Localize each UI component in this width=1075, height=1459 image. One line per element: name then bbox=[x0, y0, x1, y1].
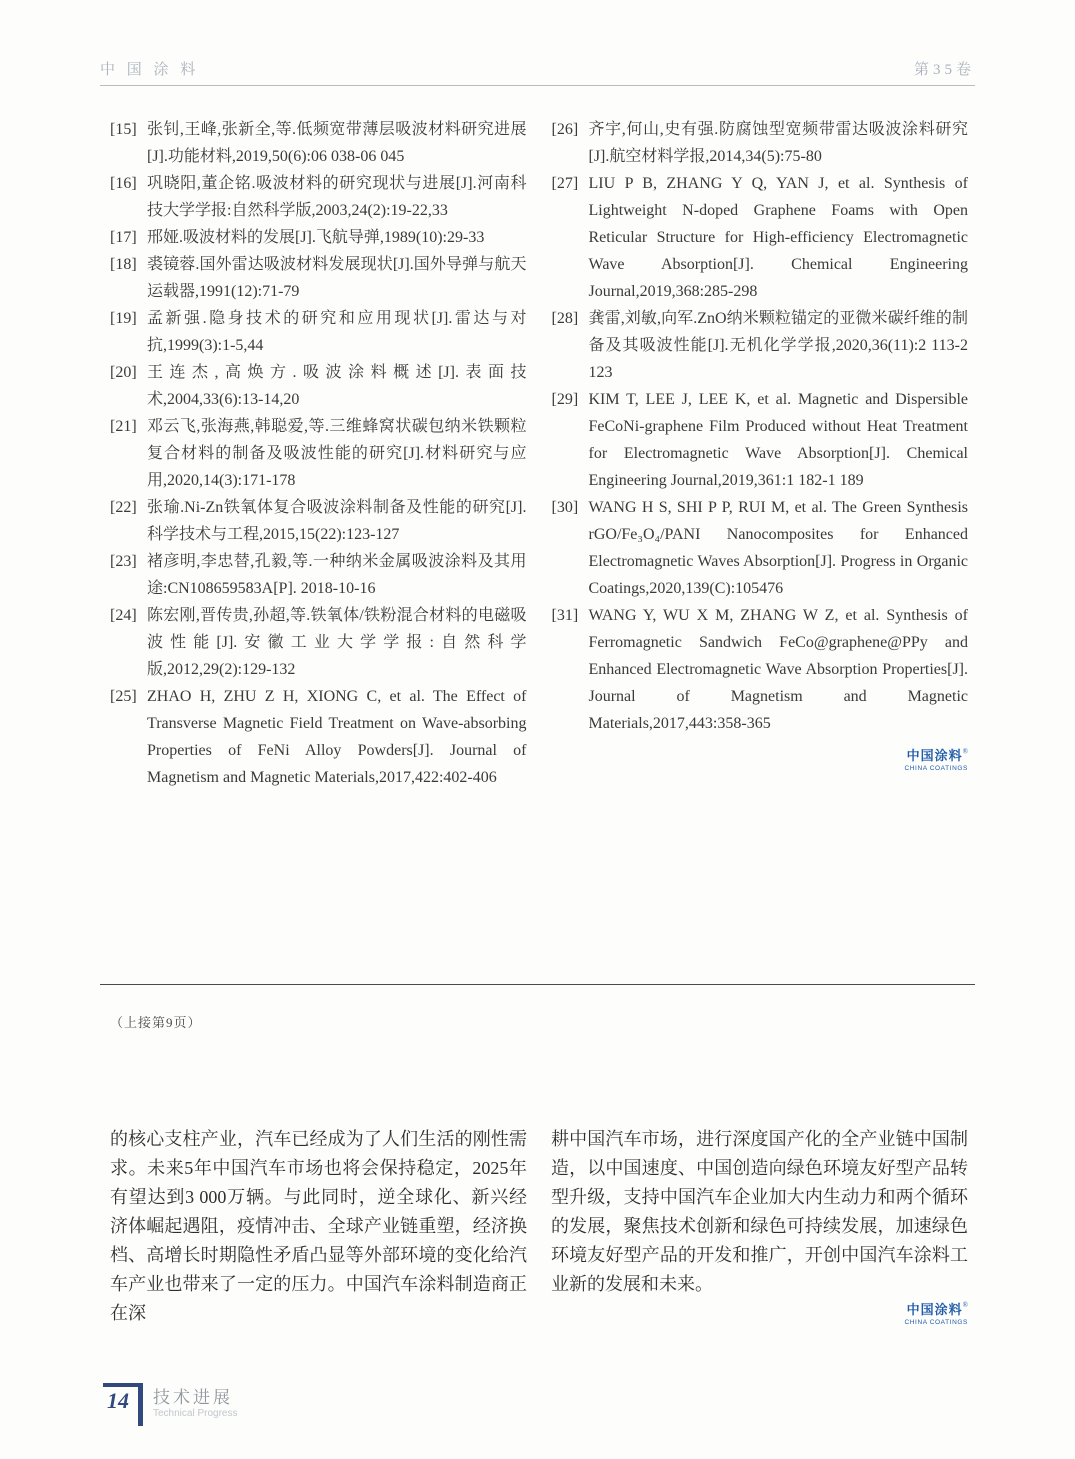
page-number-badge bbox=[103, 1383, 143, 1426]
continued-from-note: （上接第9页） bbox=[110, 1015, 202, 1030]
reference-item bbox=[110, 170, 527, 224]
reference-number: [23] bbox=[110, 553, 137, 570]
reference-number: [17] bbox=[110, 229, 137, 246]
reference-item bbox=[552, 494, 969, 602]
reference-number: [28] bbox=[551, 310, 579, 327]
reference-text: 邢娅.吸波材料的发展[J].飞航导弹,1989(10):29-33 bbox=[147, 229, 485, 246]
reference-number: [26] bbox=[551, 121, 579, 138]
logo-text-en: CHINA COATINGS bbox=[904, 1318, 968, 1326]
references-section bbox=[110, 116, 968, 791]
reference-text: 王连杰,高焕方.吸波涂料概述[J].表面技术,2004,33(6):13-14,20 bbox=[147, 364, 527, 408]
reference-text: 齐宇,何山,史有强.防腐蚀型宽频带雷达吸波涂料研究[J].航空材料学报,2014,34(5):75-80 bbox=[588, 121, 968, 165]
reference-item bbox=[110, 116, 527, 170]
reference-text: 张瑜.Ni-Zn铁氧体复合吸波涂料制备及性能的研究[J].科学技术与工程,2015,15(22):123-127 bbox=[147, 499, 527, 543]
reference-number: [19] bbox=[110, 310, 137, 327]
reference-item bbox=[110, 548, 527, 602]
registered-mark-icon: ® bbox=[962, 747, 968, 756]
body-right-text: 耕中国汽车市场，进行深度国产化的全产业链中国制造，以中国速度、中国创造向绿色环境友好型产品转型升级，支持中国汽车企业加大内生动力和两个循环的发展，聚焦技术创新和绿色可持续发展，加速绿色环境友好型产品的开发和推广，开创中国汽车涂料工业新的发展和未来。 bbox=[551, 1129, 968, 1294]
references-right-column bbox=[552, 116, 969, 791]
reference-text: 巩晓阳,董企铭.吸波材料的研究现状与进展[J].河南科技大学学报:自然科学版,2003,24(2):19-22,33 bbox=[147, 175, 527, 219]
page-header bbox=[100, 58, 975, 79]
reference-item bbox=[110, 224, 527, 251]
china-coatings-logo bbox=[552, 747, 969, 772]
body-right-column bbox=[551, 1125, 968, 1328]
reference-item bbox=[110, 413, 527, 494]
reference-number: [16] bbox=[110, 175, 137, 192]
reference-number: [25] bbox=[110, 688, 137, 705]
reference-text: 褚彦明,李忠替,孔毅,等.一种纳米金属吸波涂料及其用途:CN108659583A[P]. 2018-10-16 bbox=[147, 553, 527, 597]
reference-item bbox=[110, 683, 527, 791]
reference-item bbox=[110, 305, 527, 359]
reference-item bbox=[552, 305, 969, 386]
header-rule bbox=[100, 85, 975, 86]
section-divider-rule bbox=[100, 984, 975, 985]
reference-number: [20] bbox=[110, 364, 137, 381]
reference-text: 邓云飞,张海燕,韩聪爱,等.三维蜂窝状碳包纳米铁颗粒复合材料的制备及吸波性能的研究[J].材料研究与应用,2020,14(3):171-178 bbox=[147, 418, 527, 489]
reference-item bbox=[110, 602, 527, 683]
logo-text-cn: 中国涂料® bbox=[906, 747, 968, 763]
section-label bbox=[153, 1383, 237, 1420]
reference-number: [21] bbox=[110, 418, 137, 435]
body-left-column: 的核心支柱产业，汽车已经成为了人们生活的刚性需求。未来5年中国汽车市场也将会保持稳定，2025年有望达到3 000万辆。与此同时，逆全球化、新兴经济体崛起遇阻，疫情冲击、全球产业链重塑，经济换档、高增长时期隐性矛盾凸显等外部环境的变化给汽车产业也带来了一定的压力。中国汽车涂料制造商正在深 bbox=[110, 1129, 527, 1323]
reference-text: WANG H S, SHI P P, RUI M, et al. The Green Synthesis rGO/Fe₃O₄/PANI Nanocomposites for Enhanced Electromagnetic Waves Absorption[J]. Progress in Organic Coatings,2020,139(C):105476 bbox=[588, 499, 968, 597]
china-coatings-logo bbox=[904, 1299, 968, 1326]
reference-text: LIU P B, ZHANG Y Q, YAN J, et al. Synthesis of Lightweight N-doped Graphene Foams with Open Reticular Structure for High-efficiency Electromagnetic Wave Absorption[J]. Chemical Engineering Journal,2019,368:285-298 bbox=[588, 175, 968, 300]
logo-text-cn: 中国涂料® bbox=[906, 1301, 968, 1318]
reference-number: [29] bbox=[551, 391, 579, 408]
section-label-cn: 技术进展 bbox=[153, 1388, 233, 1407]
reference-number: [22] bbox=[110, 499, 137, 516]
page-footer bbox=[103, 1383, 237, 1426]
section-label-en: Technical Progress bbox=[153, 1408, 238, 1420]
reference-item bbox=[110, 359, 527, 413]
reference-text: 张钊,王峰,张新全,等.低频宽带薄层吸波材料研究进展[J].功能材料,2019,50(6):06 038-06 045 bbox=[147, 121, 527, 165]
reference-item bbox=[110, 494, 527, 548]
logo-text-en: CHINA COATINGS bbox=[904, 764, 968, 772]
reference-number: [18] bbox=[110, 256, 137, 273]
reference-item bbox=[552, 170, 969, 305]
page-number: 14 bbox=[107, 1388, 129, 1413]
reference-text: 龚雷,刘敏,向军.ZnO纳米颗粒锚定的亚微米碳纤维的制备及其吸波性能[J].无机化学学报,2020,36(11):2 113-2 123 bbox=[588, 310, 968, 381]
reference-number: [31] bbox=[551, 607, 579, 624]
reference-item bbox=[552, 386, 969, 494]
article-body bbox=[110, 1125, 968, 1328]
reference-text: ZHAO H, ZHU Z H, XIONG C, et al. The Effect of Transverse Magnetic Field Treatment on Wave-absorbing Properties of FeNi Alloy Powders[J]. Journal of Magnetism and Magnetic Materials,2017,422:402-406 bbox=[147, 688, 527, 786]
reference-item bbox=[552, 116, 969, 170]
reference-text: WANG Y, WU X M, ZHANG W Z, et al. Synthesis of Ferromagnetic Sandwich FeCo@graphene@PPy and Enhanced Electromagnetic Wave Absorption Properties[J]. Journal of Magnetism and Magnetic Materials,2017,443:358-365 bbox=[588, 607, 968, 732]
reference-number: [30] bbox=[551, 499, 579, 516]
reference-text: 裘镜蓉.国外雷达吸波材料发展现状[J].国外导弹与航天运载器,1991(12):71-79 bbox=[147, 256, 527, 300]
reference-text: 孟新强.隐身技术的研究和应用现状[J].雷达与对抗,1999(3):1-5,44 bbox=[147, 310, 527, 354]
reference-item bbox=[552, 602, 969, 737]
references-right-list bbox=[552, 116, 969, 737]
reference-number: [27] bbox=[551, 175, 579, 192]
registered-mark-icon: ® bbox=[962, 1301, 968, 1310]
reference-number: [24] bbox=[110, 607, 137, 624]
journal-title: 中 国 涂 料 bbox=[100, 62, 200, 78]
reference-text: KIM T, LEE J, LEE K, et al. Magnetic and Dispersible FeCoNi-graphene Film Produced without Heat Treatment for Electromagnetic Wave Absorption[J]. Chemical Engineering Journal,2019,361:1 182-1 189 bbox=[588, 391, 968, 489]
reference-item bbox=[110, 251, 527, 305]
reference-text: 陈宏刚,晋传贵,孙超,等.铁氧体/铁粉混合材料的电磁吸波性能[J].安徽工业大学学报:自然科学版,2012,29(2):129-132 bbox=[147, 607, 527, 678]
references-left-column bbox=[110, 116, 527, 791]
reference-number: [15] bbox=[110, 121, 137, 138]
volume-label: 第35卷 bbox=[913, 62, 975, 78]
